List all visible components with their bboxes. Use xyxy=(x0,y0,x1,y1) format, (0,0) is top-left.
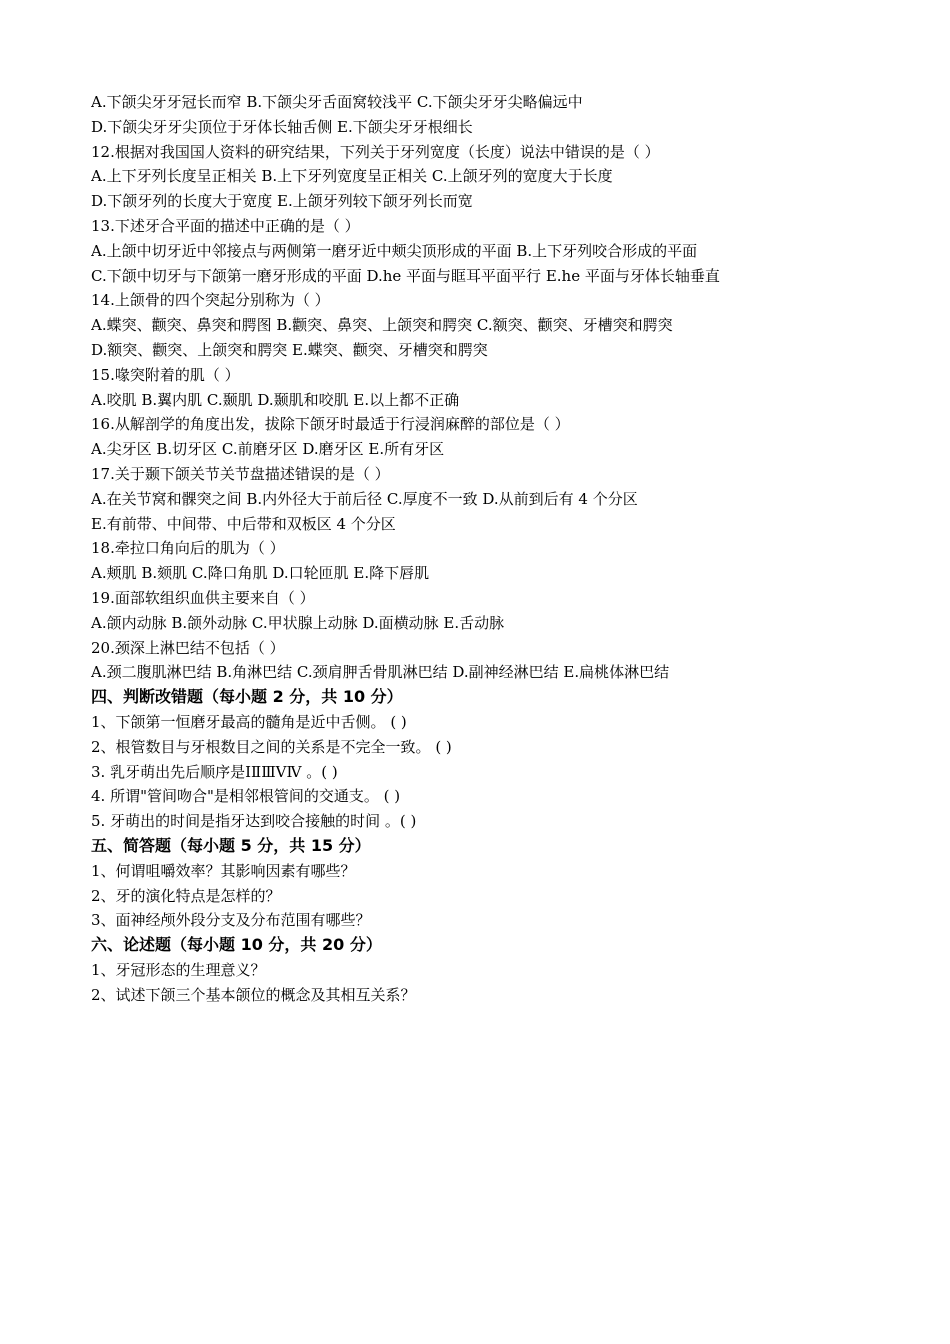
text-line: 5. 牙萌出的时间是指牙达到咬合接触的时间 。( ) xyxy=(91,812,417,831)
section-heading: 六、论述题（每小题 10 分，共 20 分） xyxy=(91,935,382,955)
text-line: A.颌内动脉 B.颌外动脉 C.甲状腺上动脉 D.面横动脉 E.舌动脉 xyxy=(91,613,505,632)
text-line: A.蝶突、颧突、鼻突和腭图 B.颧突、鼻突、上颌突和腭突 C.额突、颧突、牙槽突和腭突 xyxy=(91,316,673,335)
text-line: A.尖牙区 B.切牙区 C.前磨牙区 D.磨牙区 E.所有牙区 xyxy=(91,440,445,459)
text-line: A.上下牙列长度呈正相关 B.上下牙列宽度呈正相关 C.上颌牙列的宽度大于长度 xyxy=(91,167,613,186)
text-line: 1、牙冠形态的生理意义？ xyxy=(91,960,266,979)
text-line: D.额突、颧突、上颌突和腭突 E.蝶突、颧突、牙槽突和腭突 xyxy=(91,340,488,359)
text-line: 3、面神经颅外段分支及分布范围有哪些？ xyxy=(91,911,371,930)
text-line: A.咬肌 B.翼内肌 C.颞肌 D.颞肌和咬肌 E.以上都不正确 xyxy=(91,390,460,409)
text-line: 1、下颌第一恒磨牙最高的髓角是近中舌侧。 ( ) xyxy=(91,712,407,731)
text-line: A.颈二腹肌淋巴结 B.角淋巴结 C.颈肩胛舌骨肌淋巴结 D.副神经淋巴结 E.扁桃体淋巴结 xyxy=(91,663,670,682)
text-line: 17.关于颞下颌关节关节盘描述错误的是（ ） xyxy=(91,464,390,483)
text-line: 20.颈深上淋巴结不包括（ ） xyxy=(91,638,285,657)
text-line: 2、根管数目与牙根数目之间的关系是不完全一致。 ( ) xyxy=(91,737,452,756)
text-line: 12.根据对我国国人资料的研究结果，下列关于牙列宽度（长度）说法中错误的是（ ） xyxy=(91,142,660,161)
text-line: 18.牵拉口角向后的肌为（ ） xyxy=(91,539,285,558)
text-line: 4. 所谓"管间吻合"是相邻根管间的交通支。 ( ) xyxy=(91,787,401,806)
text-line: 14.上颌骨的四个突起分别称为（ ） xyxy=(91,291,330,310)
text-line: D.下颌牙列的长度大于宽度 E.上颌牙列较下颌牙列长而宽 xyxy=(91,192,473,211)
text-line: A.上颌中切牙近中邻接点与两侧第一磨牙近中颊尖顶形成的平面 B.上下牙列咬合形成的平面 xyxy=(91,241,698,260)
text-line: 3. 乳牙萌出先后顺序是ⅠⅡⅢⅤⅣ 。( ) xyxy=(91,762,338,781)
text-line: A.在关节窝和髁突之间 B.内外径大于前后径 C.厚度不一致 D.从前到后有 4 个分区 xyxy=(91,489,638,508)
text-line: 1、何谓咀嚼效率？其影响因素有哪些？ xyxy=(91,861,356,880)
text-line: A.下颌尖牙牙冠长而窄 B.下颌尖牙舌面窝较浅平 C.下颌尖牙牙尖略偏远中 xyxy=(91,93,583,111)
section-heading: 五、简答题（每小题 5 分，共 15 分） xyxy=(91,835,371,855)
text-line: A.颊肌 B.颏肌 C.降口角肌 D.口轮匝肌 E.降下唇肌 xyxy=(91,564,430,583)
text-line: 2、牙的演化特点是怎样的？ xyxy=(91,886,281,905)
section-heading: 四、判断改错题（每小题 2 分，共 10 分） xyxy=(91,687,403,707)
text-line: 15.喙突附着的肌（ ） xyxy=(91,365,240,384)
text-line: D.下颌尖牙牙尖顶位于牙体长轴舌侧 E.下颌尖牙牙根细长 xyxy=(91,117,473,136)
text-line: 19.面部软组织血供主要来自（ ） xyxy=(91,588,315,607)
text-line: E.有前带、中间带、中后带和双板区 4 个分区 xyxy=(91,514,396,533)
text-line: 13.下述牙合平面的描述中正确的是（ ） xyxy=(91,216,360,235)
text-line: 2、试述下颌三个基本颌位的概念及其相互关系？ xyxy=(91,985,416,1004)
text-line: 16.从解剖学的角度出发，拔除下颌牙时最适于行浸润麻醉的部位是（ ） xyxy=(91,415,570,434)
text-line: C.下颌中切牙与下颌第一磨牙形成的平面 D.he 平面与眶耳平面平行 E.he 平面与牙体长轴垂直 xyxy=(91,266,720,285)
exam-content xyxy=(91,90,911,1007)
